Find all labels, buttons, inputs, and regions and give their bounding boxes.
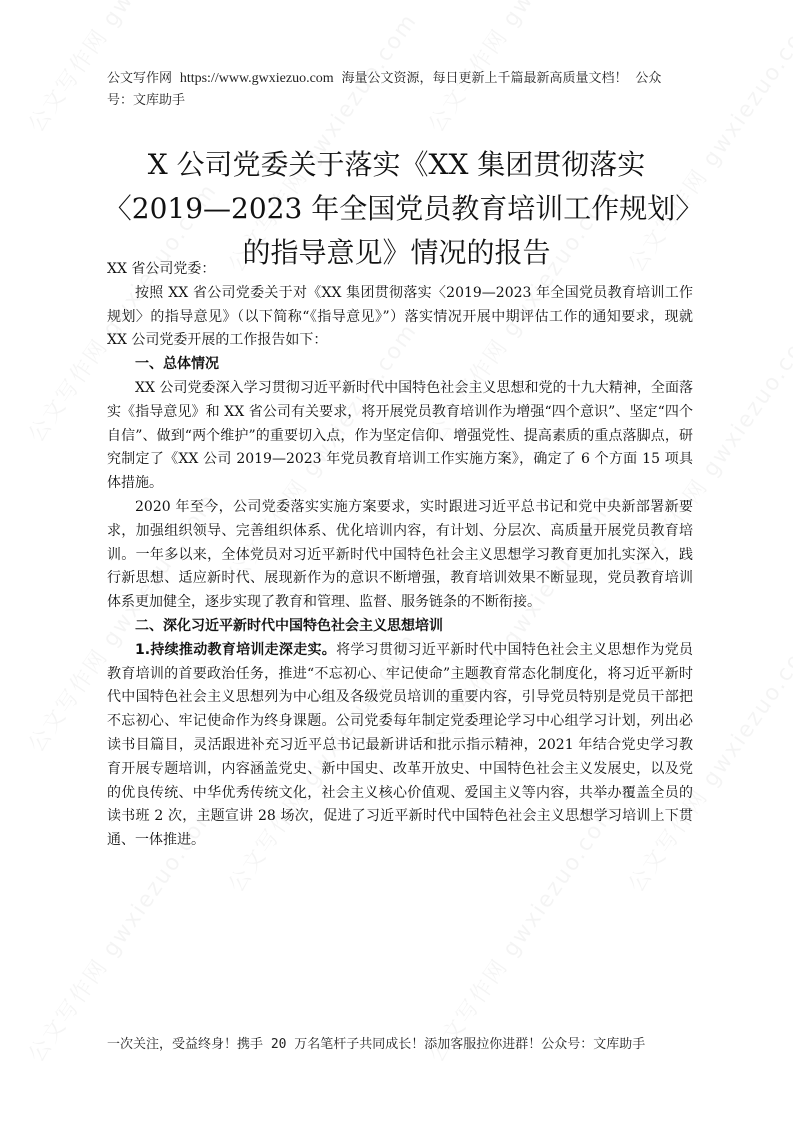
document-body bbox=[107, 258, 693, 853]
footer-promo: 一次关注，受益终身！携手 20 万名笔杆子共同成长！添加客服拉你进群！公众号：文库助手 bbox=[107, 1037, 646, 1052]
section-2-paragraph-1 bbox=[107, 639, 693, 853]
section-1-paragraph-2: 2020 年至今，公司党委落实实施方案要求，实时跟进习近平总书记和党中央新部署新要求，加强组织领导、完善组织体系、优化培训内容，有计划、分层次、高质量开展党员教育培训。一年多以来，全体党员对习近平新时代中国特色社会主义思想学习教育更加扎实深入，践行新思想、适应新时代、展现新作为的意识不断增强，教育培训效果不断显现，党员教育培训体系更加健全，逐步实现了教育和管理、监督、服务链条的不断衔接。 bbox=[107, 498, 693, 611]
salutation: XX 省公司党委： bbox=[107, 261, 216, 277]
document-title: X 公司党委关于落实《XX 集团贯彻落实〈2019—2023 年全国党员教育培训工作规划〉的指导意见》情况的报告 bbox=[103, 148, 690, 269]
header-url-link[interactable]: https://www.gwxiezuo.com bbox=[179, 71, 334, 86]
section-2-item-1-body: 将学习贯彻习近平新时代中国特色社会主义思想作为党员教育培训的首要政治任务，推进“不忘初心、牢记使命”主题教育常态化制度化，将习近平新时代中国特色社会主义思想列为中心组及各级党员培训的重要内容，引导党员特别是党员干部把不忘初心、牢记使命作为终身课题。公司党委每年制定党委理论学习中心组学习计划，列出必读书目篇目，灵活跟进补充习近平总书记最新讲话和批示指示精神，2021 年结合党史学习教育开展专题培训，内容涵盖党史、新中国史、改革开放史、中国特色社会主义发展史，以及党的优良传统、中华优秀传统文化，社会主义核心价值观、爱国主义等内容，共举办覆盖全员的读书班 2 次，主题宣讲 28 场次，促进了习近平新时代中国特色社会主义思想学习培训上下贯通、一体推进。 bbox=[107, 641, 694, 849]
header-prefix: 公文写作网 bbox=[107, 71, 180, 86]
intro-paragraph: 按照 XX 省公司党委关于对《XX 集团贯彻落实〈2019—2023 年全国党员教育培训工作规划〉的指导意见》（以下简称“《指导意见》”）落实情况开展中期评估工作的通知要求，现就 XX 公司党委开展的工作报告如下： bbox=[107, 284, 693, 349]
section-1-paragraph-1: XX 公司党委深入学习贯彻习近平新时代中国特色社会主义思想和党的十九大精神，全面落实《指导意见》和 XX 省公司有关要求，将开展党员教育培训作为增强“四个意识”、坚定“四个自信”、做到“两个维护”的重要切入点，作为坚定信仰、增强党性、提高素质的重点落脚点，研究制定了《XX 公司 2019—2023 年党员教育培训工作实施方案》，确定了 6 个方面 15 项具体措施。 bbox=[107, 379, 693, 492]
section-2-heading: 二、深化习近平新时代中国特色社会主义思想培训 bbox=[135, 617, 443, 634]
header-suffix: 海量公文资源，每日更新上千篇最新高质量文档！ 公众号：文库助手 bbox=[107, 71, 662, 108]
header-promo bbox=[107, 68, 687, 112]
section-1-heading: 一、总体情况 bbox=[135, 356, 219, 373]
section-2-item-1-lead: 1.持续推动教育培训走深走实。 bbox=[135, 641, 337, 658]
